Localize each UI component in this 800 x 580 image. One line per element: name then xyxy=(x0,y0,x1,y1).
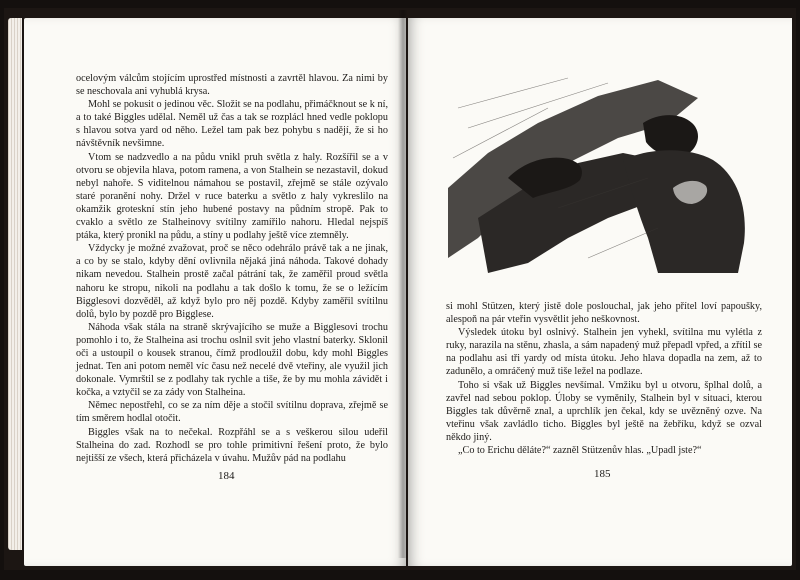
paragraph: Výsledek útoku byl oslnivý. Stalhein jen vyhekl, svítilna mu vylétla z ruky, narazila na stěnu, zhasla, a sám napadený muž přepadl vpřed, a zřítil se na podlahu asi tři yardy od místa útoku. Jeho hlava dopadla na zem, až to zadunělo, a omráčený muž tiše ležel na podlaze. xyxy=(446,327,762,378)
paragraph: Němec nepostřehl, co se za ním děje a stočil svítilnu doprava, zřejmě se tím směrem hodlal otočit. xyxy=(76,400,388,425)
page-number-left: 184 xyxy=(218,470,235,482)
paragraph: Náhoda však stála na straně skrývajícího se muže a Bigglesovi trochu pomohlo i to, že Stalheina asi trochu oslnil svit jeho vlastní baterky. Sklonil oči a ustoupil o kousek stranou, čímž prodloužil dobu, kdy mohl Biggles jednat. Ten ani potom neměl víc času než necelé dvě vteřiny, ale využil jich dokonale. Vymrštil se z podlahy tak rychle a tiše, že by mu mohla závidět i kočka, a vztyčil se za zády von Stalheina. xyxy=(76,321,388,399)
paragraph: Vtom se nadzvedlo a na půdu vnikl pruh světla z haly. Rozšířil se a v otvoru se objevila hlava, potom ramena, a von Stalhein se nezastavil, dokud nebyl nahoře. S viditelnou námahou se postavil, zřejmě se stále ozývalo staré poranění nohy. Držel v ruce baterku a světlo z haly vykreslilo na okamžik groteskní stín jeho hubené postavy na půdním stropě. Pak to cvaklo a světlo ze Stalheinovy svítilny zamířilo nahoru. Hledal nejspíš ptáka, který pronikl na půdu, a stíny u podlahy ještě více ztemněly. xyxy=(76,151,388,242)
right-page-text xyxy=(446,300,762,457)
paragraph: si mohl Stützen, který jistě dole poslouchal, jak jeho přítel loví papoušky, alespoň na pár vteřin vysvětlit jeho neškovnost. xyxy=(446,301,762,326)
left-page xyxy=(24,18,406,566)
paragraph: Biggles však na to nečekal. Rozpřáhl se a s veškerou silou udeřil Stalheina do zad. Rozhodl se pro tohle primitivní řešení proto, že bylo nejtišší ze všech, která přicházela v úvahu. Mužův pád na podlahu xyxy=(76,426,388,464)
illustration xyxy=(448,68,760,278)
page-number-right: 185 xyxy=(594,468,611,480)
paragraph: Vždycky je možné zvažovat, proč se něco odehrálo právě tak a ne jinak, a co by se stalo, kdyby dění ovlivnila nějaká jiná náhoda. Takové dohady nikam nevedou. Stalhein prostě začal pátrání tak, že zaměřil proud světla nahoru ke stropu, nikoli na podlahu a tak došlo k tomu, že se o ležícím Bigglesovi dozvěděl, až když bylo pro něj pozdě. Kdyby zaměřil svítilnu dolů, bylo by pozdě pro Bigglese. xyxy=(76,243,388,320)
paragraph: Toho si však už Biggles nevšímal. Vmžiku byl u otvoru, šplhal dolů, a zavřel nad sebou poklop. Úloby se vyměnily, Stalhein byl v situaci, kterou Biggles tak důvěrně znal, a uprchlík jen čekal, kdy se uvězněný ozve. Na vteřinu však zavládlo ticho. Biggles byl ještě na žebříku, když se ozval někdo jiný. xyxy=(446,379,762,443)
book-gutter xyxy=(398,10,408,558)
paragraph: „Co to Erichu děláte?“ zazněl Stützenův hlas. „Upadl jste?“ xyxy=(458,445,702,457)
page-edges-left xyxy=(8,18,22,550)
paragraph: Mohl se pokusit o jedinou věc. Složit se na podlahu, přimáčknout se k ní, a to také Biggles udělal. Neměl už čas a tak se rozplácl hned vedle poklopu s hlavou sotva yard od něho. Ležel tam pak bez pohybu s nadějí, že si ho návštěvník nevšimne. xyxy=(76,99,388,150)
left-page-text xyxy=(76,72,388,465)
paragraph: ocelovým válcům stojícím uprostřed místnosti a zavrtěl hlavou. Za nimi by se neschovala ani vyhublá krysa. xyxy=(76,73,388,98)
right-page xyxy=(408,18,792,566)
